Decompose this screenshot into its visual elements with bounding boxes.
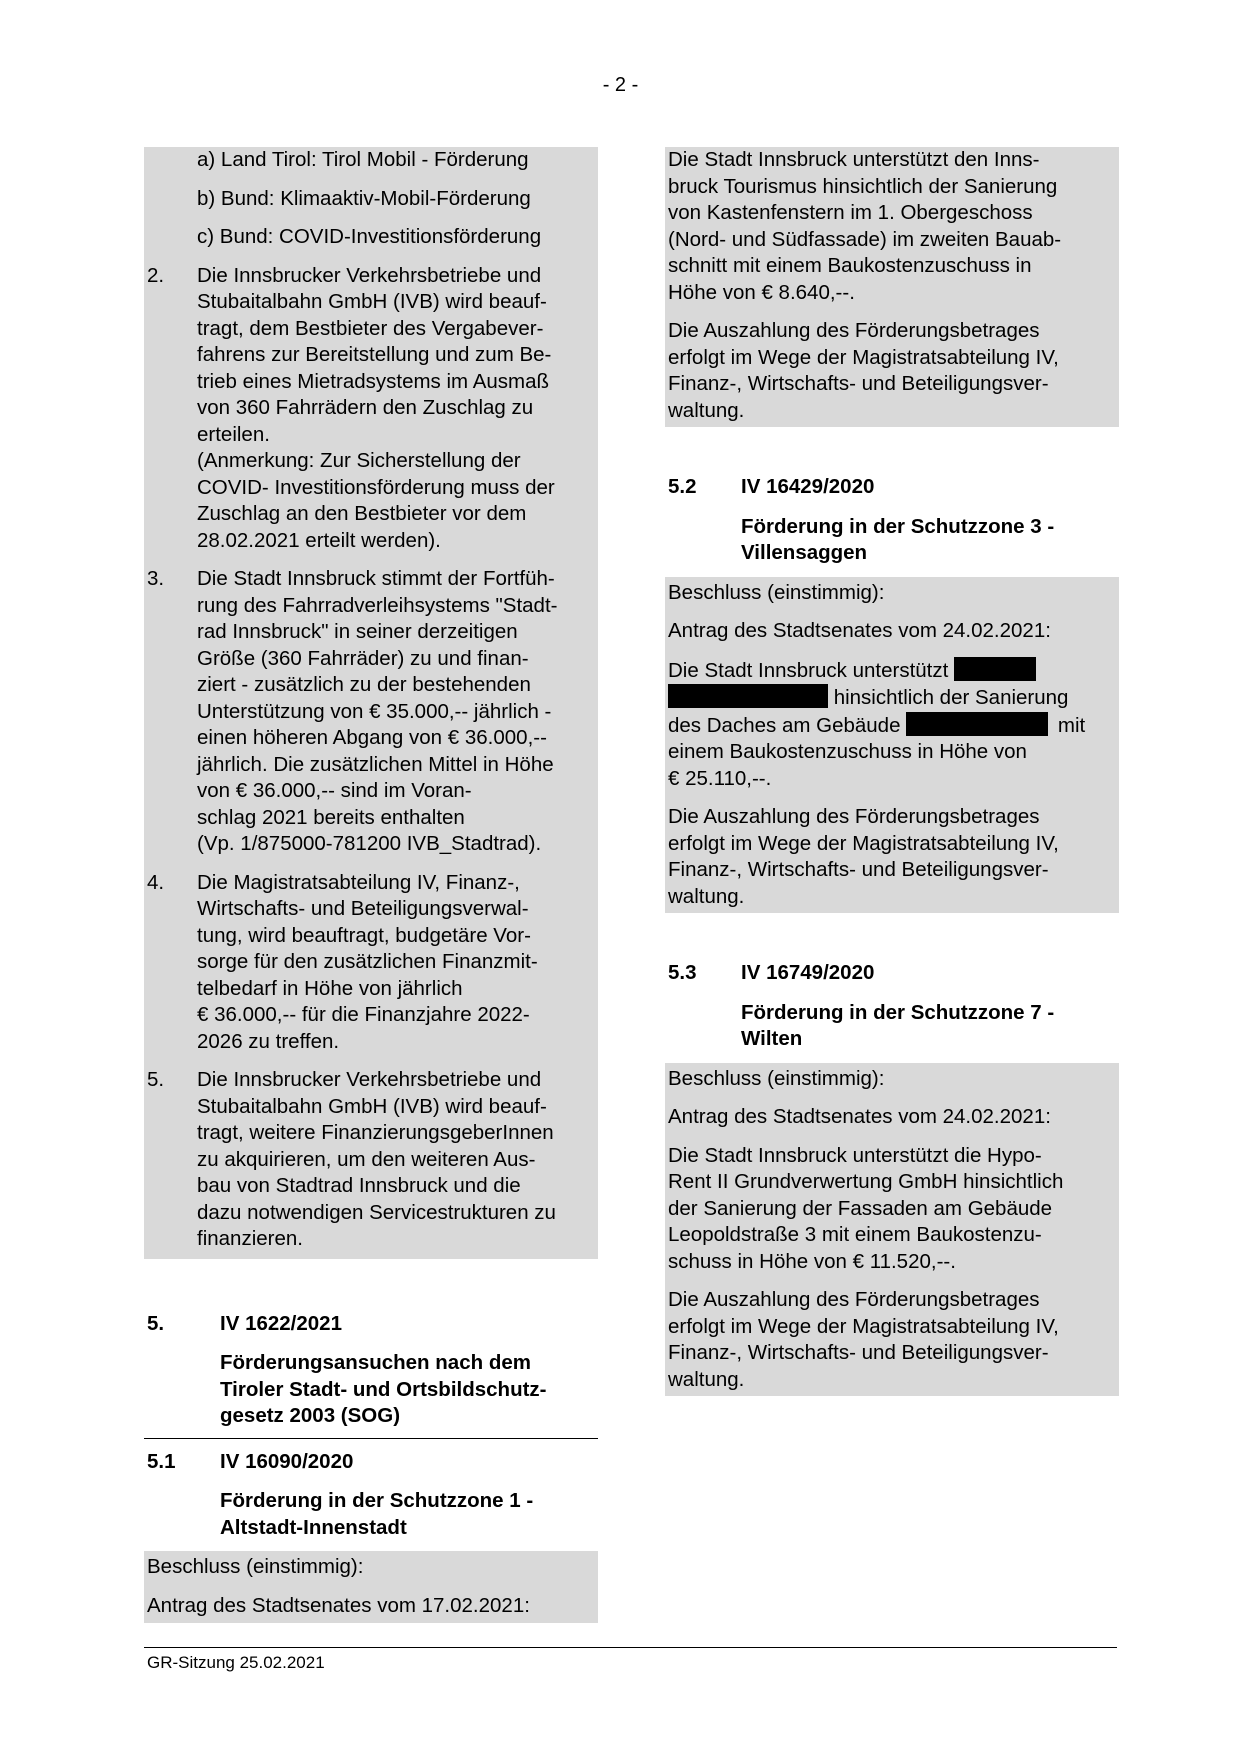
line: von € 36.000,-- sind im Voran- — [197, 779, 472, 802]
line: finanzieren. — [197, 1227, 303, 1250]
line: Größe (360 Fahrräder) zu und finan- — [197, 646, 529, 670]
section-heading — [665, 474, 1119, 501]
section-heading — [144, 1311, 598, 1338]
line: Die Auszahlung des Förderungsbetrages — [668, 1288, 1040, 1311]
line: Förderung in der Schutzzone 7 - — [741, 1000, 1055, 1024]
line: bruck Tourismus hinsichtlich der Sanierung — [668, 174, 1058, 198]
text: einem Baukostenzuschuss in Höhe von — [668, 740, 1027, 763]
section-title — [665, 1000, 1119, 1063]
section-title — [144, 1350, 598, 1438]
paragraph — [668, 1143, 1116, 1288]
beschluss-label: Beschluss (einstimmig): — [147, 1555, 364, 1578]
line: tung, wird beauftragt, budgetäre Vor- — [197, 923, 531, 947]
list-number: 2. — [147, 263, 165, 287]
list-text — [197, 263, 595, 555]
section-5-3 — [665, 960, 1119, 1396]
line: Finanz-, Wirtschafts- und Beteiligungsver- — [668, 1341, 1049, 1364]
line: von 360 Fahrrädern den Zuschlag zu — [197, 396, 534, 419]
antrag-label: Antrag des Stadtsenates vom 24.02.2021: — [668, 1105, 1051, 1128]
section-ref: IV 1622/2021 — [220, 1311, 342, 1335]
list-text — [197, 1067, 595, 1253]
section-title — [665, 514, 1119, 577]
page-number: - 2 - — [602, 74, 639, 96]
line: Förderung in der Schutzzone 1 - — [220, 1489, 534, 1512]
line: Die Innsbrucker Verkehrsbetriebe und — [197, 1068, 542, 1091]
right-column — [665, 147, 1119, 1396]
sub-item-b: b) Bund: Klimaaktiv-Mobil-Förderung — [197, 186, 531, 210]
line: bau von Stadtrad Innsbruck und die — [197, 1174, 521, 1197]
list-item-4 — [147, 870, 595, 1068]
section-number: 5. — [147, 1311, 165, 1335]
line: sorge für den zusätzlichen Finanzmit- — [197, 950, 538, 973]
list-number: 4. — [147, 870, 165, 894]
section-5 — [144, 1311, 598, 1439]
line: erteilen. — [197, 422, 270, 446]
line: Stubaitalbahn GmbH (IVB) wird beauf- — [197, 1094, 547, 1118]
paragraph — [668, 657, 1116, 805]
section-ref: IV 16429/2020 — [741, 475, 875, 498]
line: dazu notwendigen Servicestrukturen zu — [197, 1200, 556, 1224]
line: Die Stadt Innsbruck stimmt der Fortfüh- — [197, 567, 555, 590]
line: Förderung in der Schutzzone 3 - — [741, 514, 1055, 538]
text: des Daches am Gebäude — [668, 713, 901, 737]
line: tragt, weitere FinanzierungsgeberInnen — [197, 1121, 554, 1144]
resolution-box — [144, 1551, 598, 1623]
line: Rent II Grundverwertung GmbH hinsichtlich — [668, 1170, 1064, 1193]
redaction-bar — [906, 712, 1048, 736]
line: (Anmerkung: Zur Sicherstellung der — [197, 449, 521, 472]
antrag-label: Antrag des Stadtsenates vom 17.02.2021: — [147, 1593, 530, 1617]
beschluss-label: Beschluss (einstimmig): — [668, 580, 885, 604]
resolution-text-5-1 — [665, 147, 1119, 427]
resolution-box — [665, 577, 1119, 914]
list-number: 3. — [147, 567, 165, 590]
line: erfolgt im Wege der Magistratsabteilung IV, — [668, 1314, 1059, 1338]
resolution-list — [144, 147, 598, 1259]
line: 2026 zu treffen. — [197, 1029, 340, 1053]
line: erfolgt im Wege der Magistratsabteilung IV, — [668, 345, 1059, 369]
line: fahrens zur Bereitstellung und zum Be- — [197, 343, 552, 366]
line: € 36.000,-- für die Finanzjahre 2022- — [197, 1003, 530, 1026]
section-number: 5.2 — [668, 475, 697, 498]
line: rad Innsbruck" in seiner derzeitigen — [197, 620, 518, 643]
section-5-1 — [144, 1449, 598, 1624]
line: schlag 2021 bereits enthalten — [197, 805, 465, 829]
redaction-bar — [668, 684, 828, 708]
line: tragt, dem Bestbieter des Vergabever- — [197, 316, 544, 340]
footer-text: GR-Sitzung 25.02.2021 — [147, 1653, 325, 1672]
line: Finanz-, Wirtschafts- und Beteiligungsver- — [668, 372, 1049, 395]
line: Altstadt-Innenstadt — [220, 1515, 407, 1539]
resolution-box — [665, 1063, 1119, 1397]
line: jährlich. Die zusätzlichen Mittel in Höhe — [197, 752, 554, 776]
line: COVID- Investitionsförderung muss der — [197, 475, 555, 499]
line: waltung. — [668, 398, 745, 422]
paragraph — [668, 147, 1116, 318]
list-item-2 — [147, 263, 595, 567]
section-5-2 — [665, 474, 1119, 913]
line: Die Auszahlung des Förderungsbetrages — [668, 805, 1040, 828]
beschluss-label: Beschluss (einstimmig): — [668, 1066, 885, 1090]
line: Wilten — [741, 1027, 803, 1050]
text: hinsichtlich der Sanierung — [833, 686, 1069, 709]
line: telbedarf in Höhe von jährlich — [197, 976, 463, 1000]
line: Die Stadt Innsbruck unterstützt den Inns- — [668, 148, 1040, 171]
list-text — [197, 566, 595, 858]
list-text — [197, 870, 595, 1056]
section-number: 5.3 — [668, 961, 697, 984]
line: schuss in Höhe von € 11.520,--. — [668, 1249, 956, 1273]
line: waltung. — [668, 884, 745, 908]
line: der Sanierung der Fassaden am Gebäude — [668, 1196, 1053, 1220]
paragraph — [668, 1287, 1116, 1395]
section-title — [144, 1488, 598, 1551]
line: einen höheren Abgang von € 36.000,-- — [197, 726, 547, 749]
line: waltung. — [668, 1367, 745, 1391]
line: Die Auszahlung des Förderungsbetrages — [668, 319, 1040, 342]
redaction-bar — [954, 657, 1036, 681]
line: schnitt mit einem Baukostenzuschuss in — [668, 254, 1032, 277]
list-item-5 — [147, 1067, 595, 1253]
section-ref: IV 16090/2020 — [220, 1449, 354, 1473]
line: Unterstützung von € 35.000,-- jährlich - — [197, 699, 552, 723]
line: Zuschlag an den Bestbieter vor dem — [197, 502, 527, 525]
section-ref: IV 16749/2020 — [741, 961, 875, 984]
sub-item-c: c) Bund: COVID-Investitionsförderung — [197, 225, 542, 248]
sub-item-a: a) Land Tirol: Tirol Mobil - Förderung — [197, 148, 529, 171]
line: Stubaitalbahn GmbH (IVB) wird beauf- — [197, 290, 547, 313]
text: mit — [1057, 713, 1086, 737]
line: Finanz-, Wirtschafts- und Beteiligungsver- — [668, 858, 1049, 881]
line: (Vp. 1/875000-781200 IVB_Stadtrad). — [197, 832, 542, 855]
section-heading — [144, 1449, 598, 1476]
line: Tiroler Stadt- und Ortsbildschutz- — [220, 1377, 547, 1401]
section-number: 5.1 — [147, 1449, 176, 1473]
footer-divider — [144, 1647, 1117, 1648]
paragraph — [668, 318, 1116, 426]
left-column — [144, 147, 598, 1623]
line: rung des Fahrradverleihsystems "Stadt- — [197, 593, 558, 617]
line: ziert - zusätzlich zu der bestehenden — [197, 673, 531, 696]
line: Förderungsansuchen nach dem — [220, 1351, 531, 1374]
line: Leopoldstraße 3 mit einem Baukostenzu- — [668, 1223, 1042, 1246]
line: (Nord- und Südfassade) im zweiten Bauab- — [668, 227, 1062, 251]
line: trieb eines Mietradsystems im Ausmaß — [197, 369, 550, 393]
line: Höhe von € 8.640,--. — [668, 280, 855, 304]
line: erfolgt im Wege der Magistratsabteilung IV, — [668, 831, 1059, 855]
text: € 25.110,--. — [668, 766, 772, 790]
section-divider — [144, 1438, 598, 1439]
line: Villensaggen — [741, 541, 868, 564]
line: Die Innsbrucker Verkehrsbetriebe und — [197, 263, 542, 287]
line: Wirtschafts- und Beteiligungsverwal- — [197, 897, 529, 920]
list-item-3 — [147, 566, 595, 870]
antrag-label: Antrag des Stadtsenates vom 24.02.2021: — [668, 619, 1051, 642]
line: gesetz 2003 (SOG) — [220, 1404, 401, 1427]
line: Die Magistratsabteilung IV, Finanz-, — [197, 870, 520, 894]
text: Die Stadt Innsbruck unterstützt — [668, 658, 949, 682]
section-heading — [665, 960, 1119, 987]
line: zu akquirieren, um den weiteren Aus- — [197, 1147, 536, 1171]
paragraph — [668, 804, 1116, 912]
line: von Kastenfenstern im 1. Obergeschoss — [668, 201, 1033, 224]
line: Die Stadt Innsbruck unterstützt die Hypo- — [668, 1143, 1042, 1167]
line: 28.02.2021 erteilt werden). — [197, 528, 441, 552]
list-number: 5. — [147, 1068, 165, 1091]
